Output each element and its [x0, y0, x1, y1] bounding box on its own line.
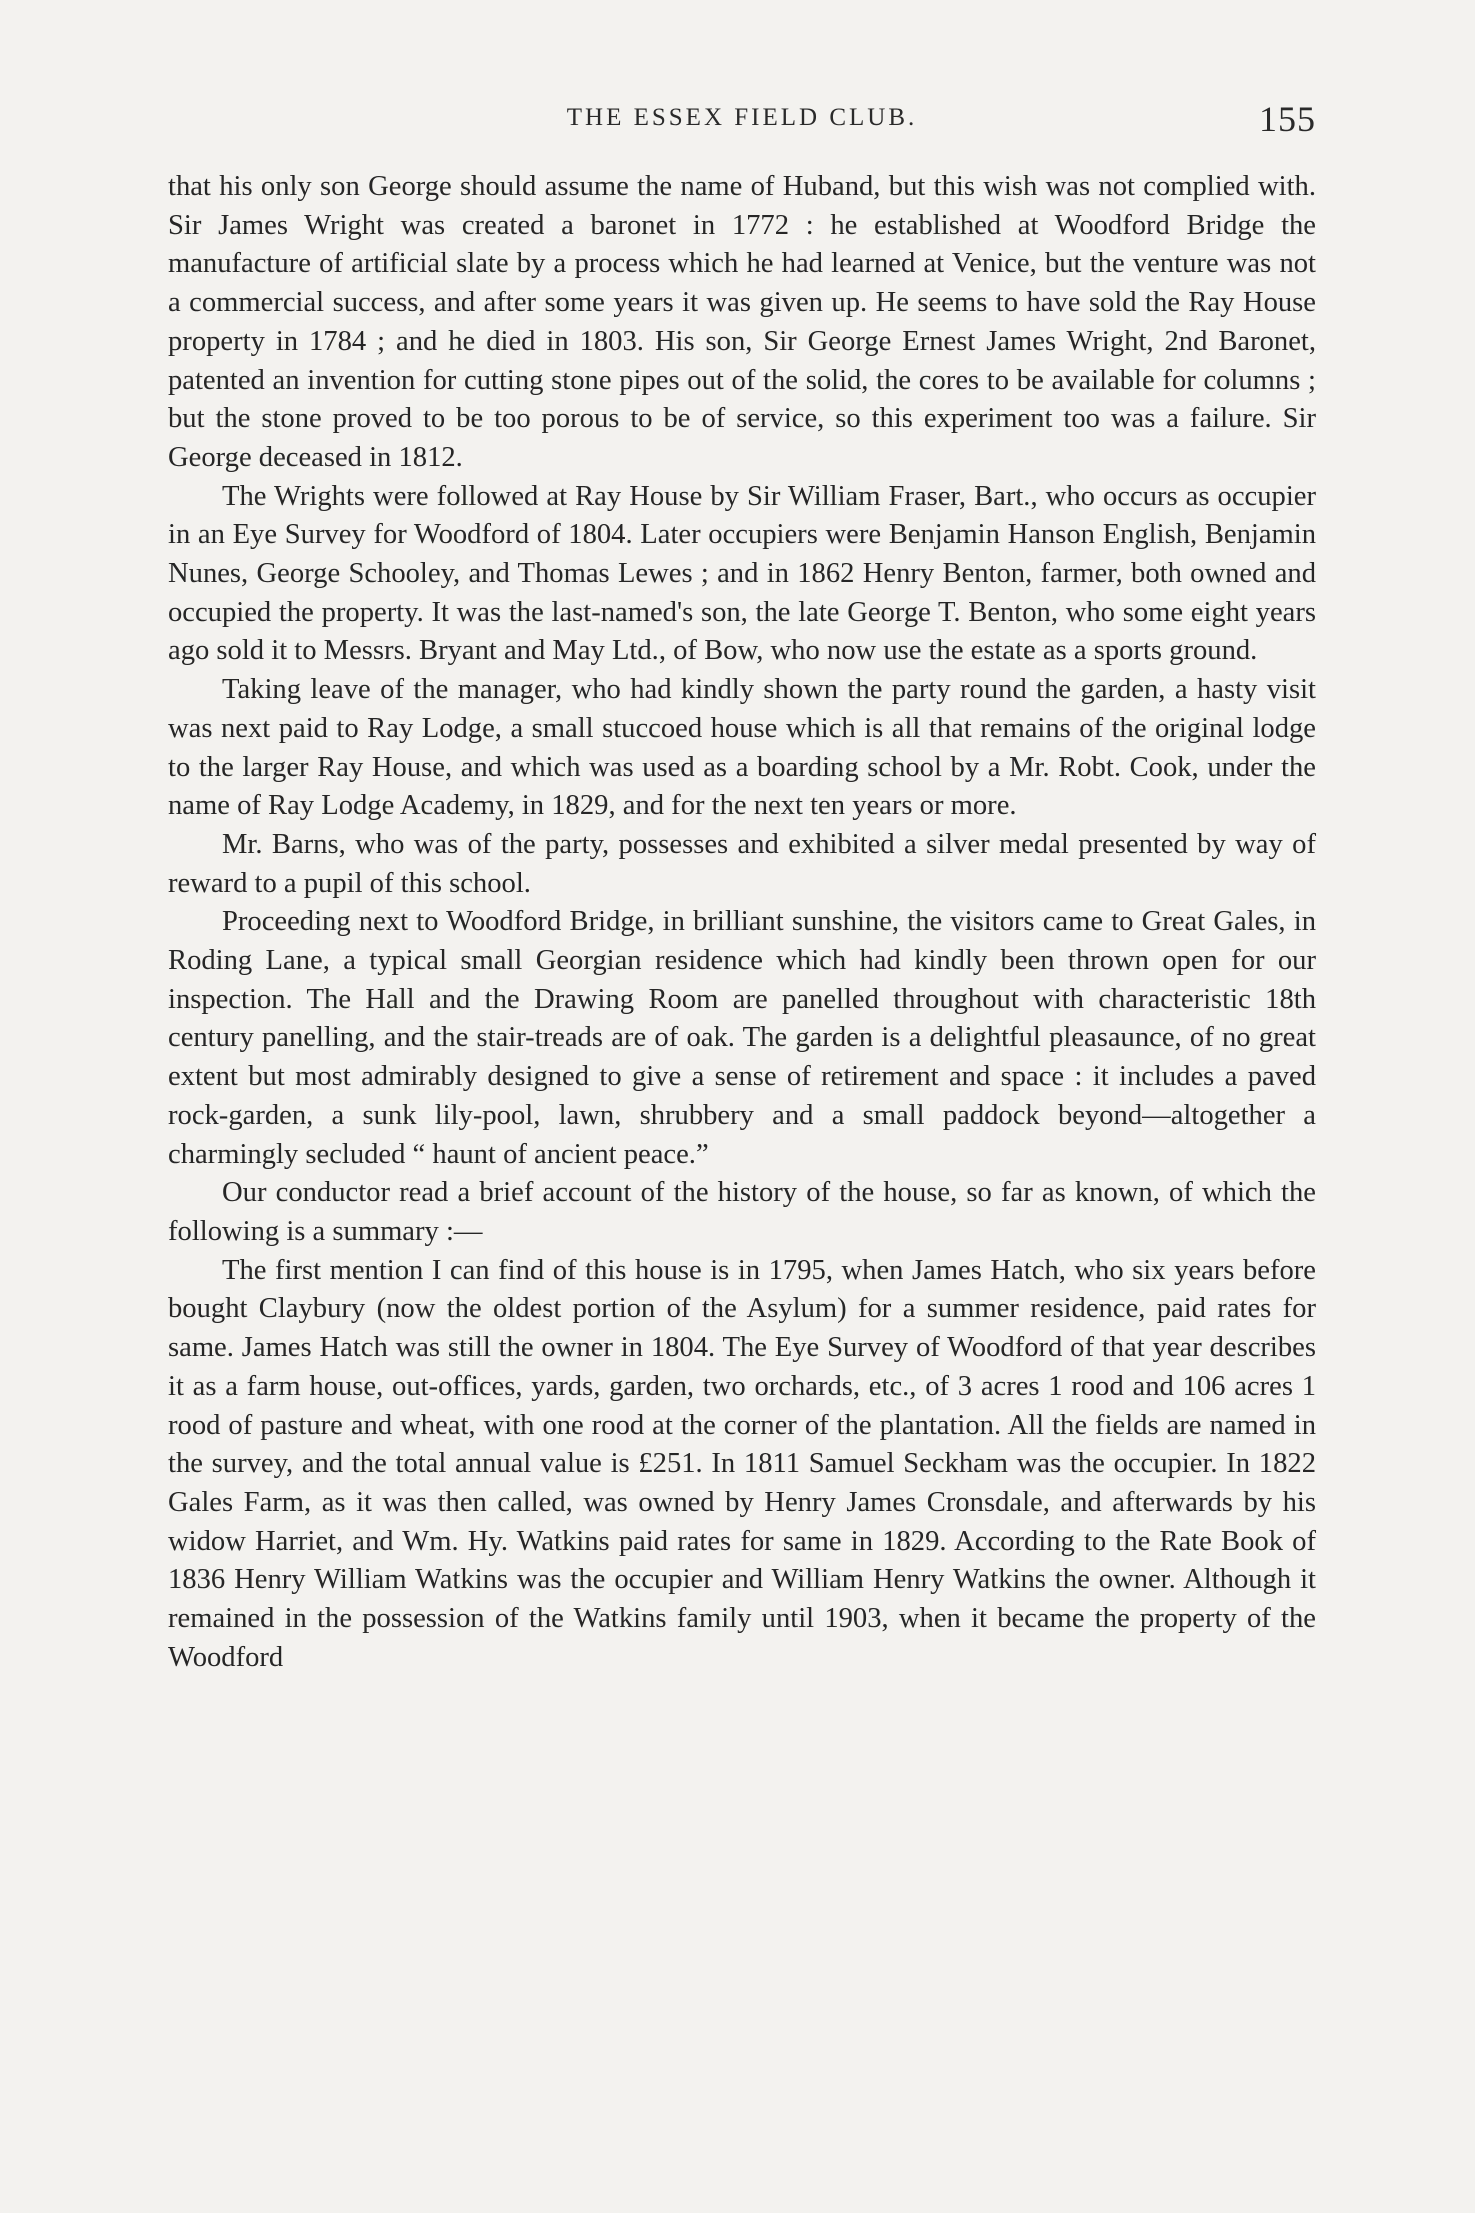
body-text [168, 168, 1316, 1677]
paragraph: Proceeding next to Woodford Bridge, in brilliant sunshine, the visitors came to Great Gales, in Roding Lane, a typical small Georgian residence which had kindly been thrown open for our inspection. The Hall and the Drawing Room are panelled throughout with characteristic 18th century panelling, and the stair-treads are of oak. The garden is a delightful pleasaunce, of no great extent but most admirably designed to give a sense of retirement and space : it includes a paved rock-garden, a sunk lily-pool, lawn, shrubbery and a small paddock beyond—altogether a charmingly secluded “ haunt of ancient peace.” [168, 906, 1316, 1170]
page-number: 155 [1259, 99, 1316, 139]
paragraph: The first mention I can find of this house is in 1795, when James Hatch, who six years before bought Claybury (now the oldest portion of the Asylum) for a summer residence, paid rates for same. James Hatch was still the owner in 1804. The Eye Survey of Woodford of that year describes it as a farm house, out-offices, yards, garden, two orchards, etc., of 3 acres 1 rood and 106 acres 1 rood of pasture and wheat, with one rood at the corner of the plantation. All the fields are named in the survey, and the total annual value is £251. In 1811 Samuel Seckham was the occupier. In 1822 Gales Farm, as it was then called, was owned by Henry James Cronsdale, and afterwards by his widow Harriet, and Wm. Hy. Watkins paid rates for same in 1829. According to the Rate Book of 1836 Henry William Watkins was the occupier and William Henry Watkins the owner. Although it remained in the possession of the Watkins family until 1903, when it became the property of the Woodford [168, 1254, 1316, 1673]
paragraph-continued: that his only son George should assume the name of Huband, but this wish was not complied with. Sir James Wright was created a baronet in 1772 : he established at Woodford Bridge the manufacture of artificial slate by a process which he had learned at Venice, but the venture was not a commercial success, and after some years it was given up. He seems to have sold the Ray House property in 1784 ; and he died in 1803. His son, Sir George Ernest James Wright, 2nd Baronet, patented an invention for cutting stone pipes out of the solid, the cores to be available for columns ; but the stone proved to be too porous to be of service, so this experiment too was a failure. Sir George deceased in 1812. [168, 171, 1316, 473]
paragraph: Mr. Barns, who was of the party, possesses and exhibited a silver medal presented by way of reward to a pupil of this school. [168, 828, 1316, 899]
paragraph: The Wrights were followed at Ray House by Sir William Fraser, Bart., who occurs as occupier in an Eye Survey for Woodford of 1804. Later occupiers were Benjamin Hanson English, Benjamin Nunes, George Schooley, and Thomas Lewes ; and in 1862 Henry Benton, farmer, both owned and occupied the property. It was the last-named's son, the late George T. Benton, who some eight years ago sold it to Messrs. Bryant and May Ltd., of Bow, who now use the estate as a sports ground. [168, 480, 1316, 667]
paragraph: Taking leave of the manager, who had kindly shown the party round the garden, a hasty visit was next paid to Ray Lodge, a small stuccoed house which is all that remains of the original lodge to the larger Ray House, and which was used as a boarding school by a Mr. Robt. Cook, under the name of Ray Lodge Academy, in 1829, and for the next ten years or more. [168, 674, 1316, 822]
running-header [168, 98, 1316, 138]
paragraph: Our conductor read a brief account of the history of the house, so far as known, of which the following is a summary :— [168, 1177, 1316, 1247]
running-title: THE ESSEX FIELD CLUB. [566, 104, 918, 131]
